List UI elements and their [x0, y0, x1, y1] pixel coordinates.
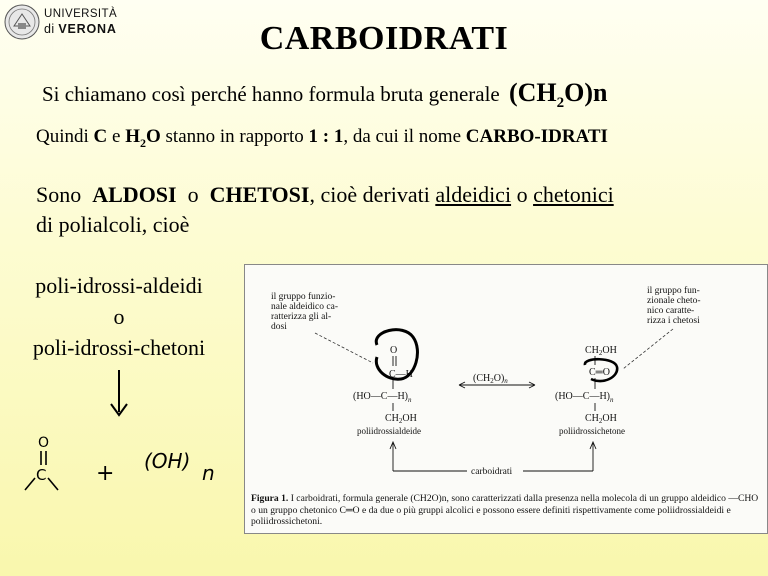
ald-ch2oh-a: CH — [385, 413, 399, 424]
ratio-text-4: , da cui il nome — [343, 126, 462, 147]
water-formula — [125, 126, 161, 150]
bottom-label: carboidrati — [471, 467, 513, 477]
carbohydrate-figure — [244, 264, 768, 534]
slide-title: CARBOIDRATI — [259, 20, 509, 57]
poli-idrossi-chetoni: poli-idrossi-chetoni — [32, 335, 206, 360]
ratio-text-3: stanno in rapporto — [165, 126, 304, 147]
carbo-idrati-name: CARBO-IDRATI — [465, 126, 608, 147]
definition-text: Si chiamano così perché hanno formula bruta generale — [42, 82, 500, 106]
ket-row: (HO—C—H) — [555, 391, 610, 402]
ratio-text-2: e — [112, 126, 121, 147]
ket-bottom — [585, 413, 617, 425]
aldeidici-term: aldeidici — [435, 182, 512, 207]
formula-subscript: 2 — [556, 95, 565, 112]
aldehyde-note — [271, 291, 338, 332]
note-right-2: zionale cheto- — [647, 296, 701, 306]
center-sub: 2 — [490, 377, 494, 385]
center-a: (CH — [473, 373, 491, 384]
note-right-3: nico caratte- — [647, 306, 695, 316]
general-formula — [508, 78, 608, 112]
ald-n: n — [408, 396, 412, 404]
center-n: n — [504, 377, 508, 385]
poli-idrossi-aldeidi: poli-idrossi-aldeidi — [35, 273, 203, 298]
ratio-value: 1 : 1 — [308, 126, 344, 147]
logo-line1: UNIVERSITÀ — [44, 8, 118, 20]
ald-ch2oh — [385, 413, 417, 425]
poli-idrossi-block — [10, 270, 228, 363]
note-left-1: il gruppo funzio- — [271, 292, 336, 302]
ratio-line — [36, 126, 608, 151]
ket-bottom-sub: 2 — [598, 417, 603, 425]
ketose-structure — [555, 345, 625, 436]
ket-top-b: OH — [602, 345, 617, 356]
ketone-note — [647, 285, 701, 326]
classification-line-1 — [36, 180, 614, 210]
definition-line — [42, 78, 608, 112]
hand-oh: (OH) — [144, 449, 191, 473]
classification-text-1: Sono — [36, 182, 82, 207]
ald-o: O — [390, 345, 398, 356]
hand-c-label: C — [36, 466, 47, 484]
classification-or-2: o — [516, 182, 528, 207]
ald-ch2oh-sub: 2 — [398, 417, 403, 425]
ket-label: poliidrossichetone — [559, 426, 625, 436]
water-h: H — [125, 126, 140, 147]
ratio-text-1: Quindi — [36, 126, 89, 147]
ket-top-sub: 2 — [598, 349, 603, 357]
ket-bottom-b: OH — [602, 413, 617, 424]
poli-or: o — [113, 304, 125, 329]
classification-line-2: di polialcoli, cioè — [36, 212, 190, 237]
water-subscript: 2 — [139, 135, 146, 150]
ald-row: (HO—C—H) — [353, 391, 408, 402]
classification-text — [36, 180, 614, 240]
logo-prefix: di — [44, 22, 55, 36]
ket-bottom-a: CH — [585, 413, 599, 424]
carbon-symbol: C — [93, 126, 108, 147]
aldosi-term: ALDOSI — [92, 182, 177, 207]
note-left-3: ratterizza gli al- — [271, 312, 332, 322]
bottom-connector — [390, 442, 596, 477]
classification-or-1: o — [187, 182, 199, 207]
caption-label: Figura 1. — [251, 493, 289, 504]
ald-label: poliidrossialdeide — [357, 426, 421, 436]
equilibrium — [459, 373, 535, 388]
hand-n: n — [202, 461, 215, 485]
formula-part-a: (CH — [508, 78, 557, 107]
hand-o-label: O — [38, 435, 50, 451]
ald-ch2oh-b: OH — [402, 413, 417, 424]
note-left-4: dosi — [271, 322, 287, 332]
center-b: O) — [493, 373, 505, 384]
ald-ch: C—H — [389, 369, 413, 380]
formula-part-b: O)n — [564, 78, 608, 107]
logo-name: VERONA — [58, 22, 117, 36]
note-right-4: rizza i chetosi — [647, 316, 700, 326]
ket-n: n — [610, 396, 614, 404]
water-o: O — [145, 126, 161, 147]
ket-co: C═O — [589, 367, 610, 378]
hand-plus: + — [96, 461, 115, 486]
figure-caption — [251, 493, 761, 528]
note-right-1: il gruppo fun- — [647, 286, 700, 296]
chetosi-term: CHETOSI — [209, 182, 310, 207]
handwritten-formula — [16, 430, 236, 498]
classification-text-2: , cioè derivati — [309, 182, 430, 207]
chetonici-term: chetonici — [533, 182, 614, 207]
note-left-2: nale aldeidico ca- — [271, 302, 338, 312]
aldose-structure — [353, 345, 421, 436]
ket-top-a: CH — [585, 345, 599, 356]
center-formula — [473, 373, 508, 385]
caption-text: I carboidrati, formula generale (CH2O)n, sono caratterizzati dalla presenza nella molecola di un gruppo aldeidico —CHO o un gruppo chetonico C═O e da due o più gruppi alcolici e possono essere definiti rispettivamente come poliidrossialdeidi e poliidrossichetoni. — [251, 493, 759, 527]
down-arrow-icon — [106, 368, 132, 418]
figure-diagram — [245, 265, 767, 495]
ket-top — [585, 345, 617, 357]
